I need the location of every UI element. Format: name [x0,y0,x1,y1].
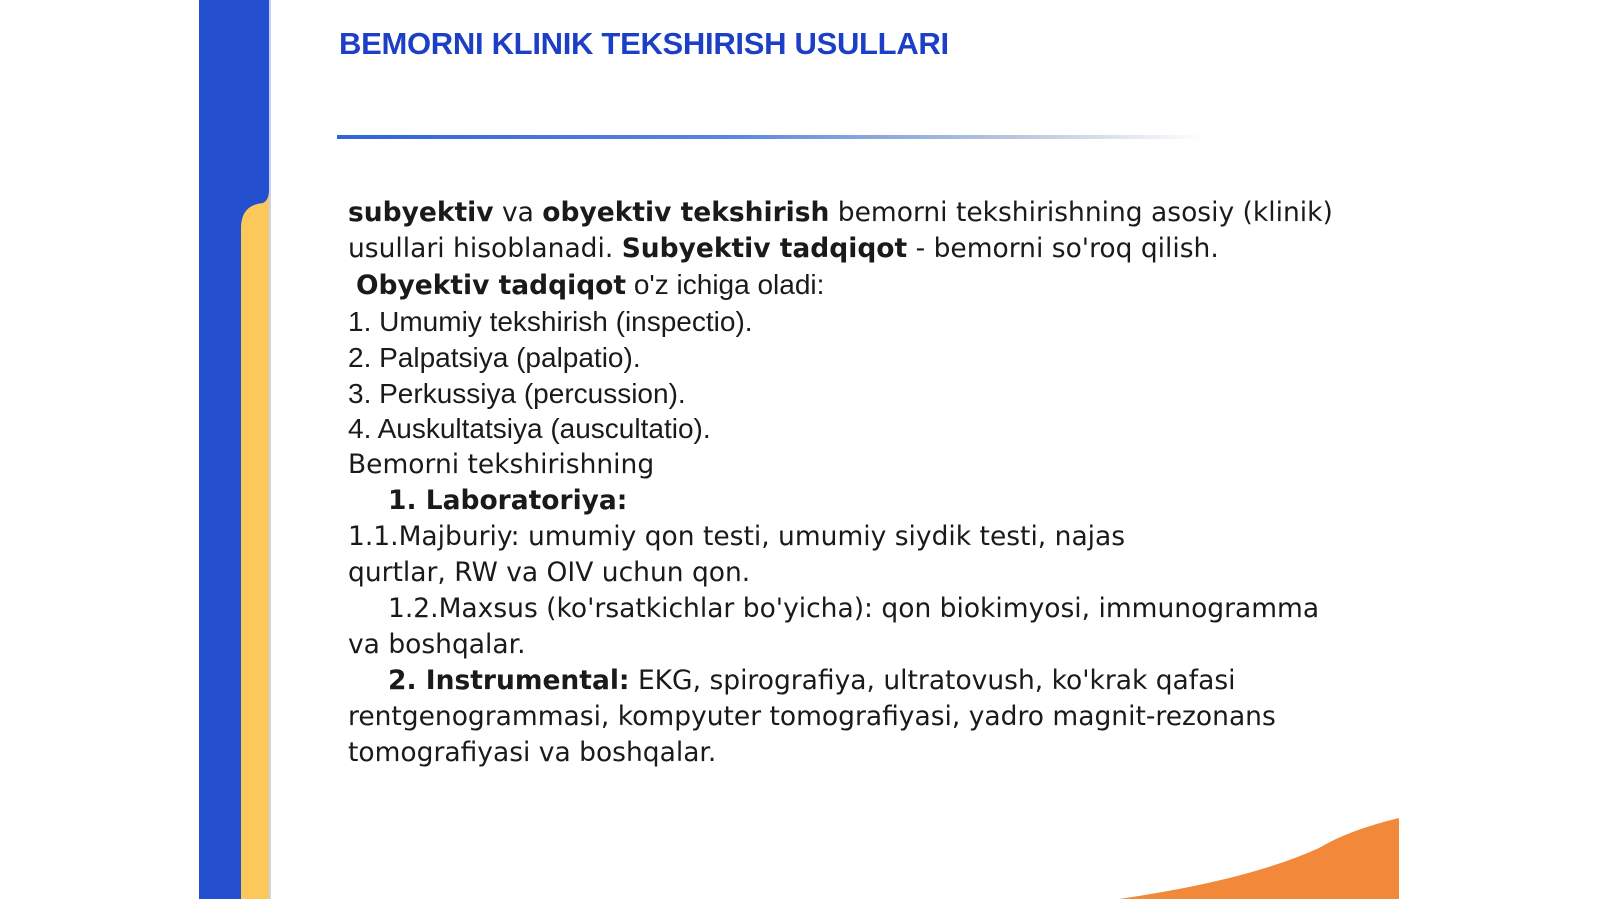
term-subjective: subyektiv [348,197,494,228]
intro-line-2-start: usullari hisoblanadi. [348,232,622,264]
term-objective-research: Obyektiv tadqiqot [356,269,627,301]
instrumental-line-1 [348,663,1388,699]
intro-conjunction: va [493,197,543,228]
method-item: 2. Palpatsiya (palpatio). [348,341,641,373]
intro-rest-1: bemorni tekshirishning asosiy (klinik) [829,197,1333,228]
laboratory-mandatory-line-2: qurtlar, RW va OIV uchun qon. [348,557,751,589]
method-item: 4. Auskultatsiya (auscultatio). [348,413,711,445]
intro-line-2 [348,231,1388,267]
instrumental-text-1: EKG, spirografiya, ultratovush, ko'krak qafasi [629,664,1236,696]
slide-body [348,195,1388,771]
left-bar-yellow-band [241,190,269,899]
slide [199,0,1399,899]
laboratory-mandatory-line-1: 1.1.Majburiy: umumiy qon testi, umumiy siydik testi, najas [348,521,1126,553]
intro-rest-2: - bemorni so'roq qilish. [907,232,1219,264]
term-subjective-research: Subyektiv tadqiqot [621,232,908,264]
laboratory-special-line-2: va boshqalar. [348,628,526,660]
method-item: 1. Umumiy tekshirish (inspectio). [348,305,753,337]
instrumental-line-2: rentgenogrammasi, kompyuter tomografiyasi, yadro magnit-rezonans [348,700,1276,732]
left-decorative-bar [199,0,271,899]
objective-line [348,267,1388,304]
slide-title: BEMORNI KLINIK TEKSHIRISH USULLARI [339,26,949,61]
instrumental-heading: 2. Instrumental: [388,664,630,696]
term-objective-exam: obyektiv tekshirish [542,197,830,228]
laboratory-heading: 1. Laboratoriya: [388,485,628,517]
method-item: 3. Perkussiya (percussion). [348,377,686,409]
left-bar-edge [269,0,271,899]
instrumental-line-3: tomografiyasi va boshqalar. [348,736,717,768]
intro-line-1 [348,195,1388,231]
objective-rest: o'z ichiga oladi: [626,268,825,300]
title-underline [337,135,1207,139]
laboratory-special-line-1: 1.2.Maxsus (ko'rsatkichlar bo'yicha): qon biokimyosi, immunogramma [388,592,1320,624]
section-intro: Bemorni tekshirishning [348,449,655,481]
